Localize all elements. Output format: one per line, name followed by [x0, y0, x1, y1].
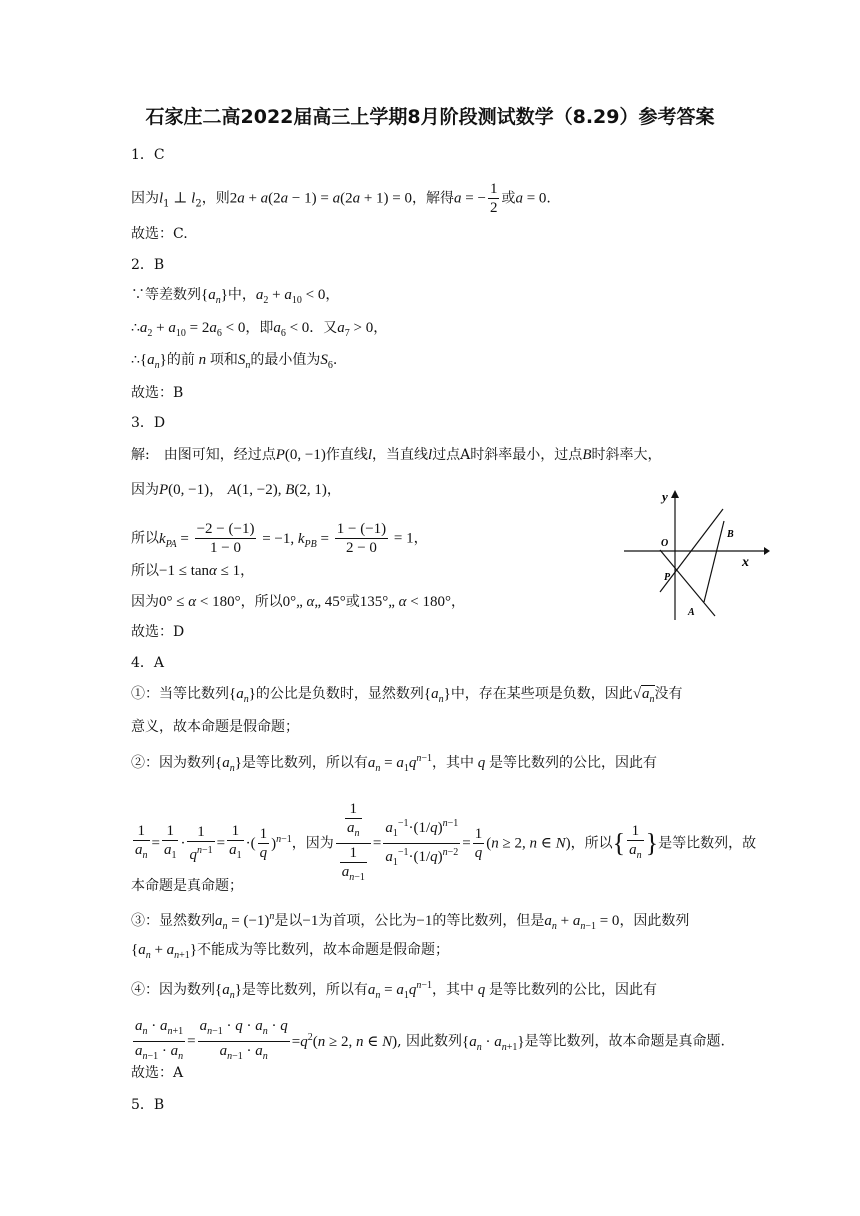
q4-case-3-line-2: $\{a_n + a_{n+1}\}$不能成为等比数列，故本命题是假命题； [131, 942, 450, 961]
q4-case-2-line-1: ②：因为数列$\{a_n\}$是等比数列，所以有$a_n = a_1q^{n-1}$，其中 q 是等比数列的公比，因此有 [131, 753, 658, 774]
q4-case-4-line-2: $\frac{a_n \cdot a_{n+1}}{a_{n-1} \cdot a_n}$ = $\frac{a_{n-1} \cdot q \cdot a_n \cdot q}{a_{n-1} \cdot a_n}$ $=q^2(n \ge 2$, n ∈ N), 因此数列$\{a_n \cdot a_{n+1}\}$是等比数列，故本命题是真命题. [135, 1018, 725, 1062]
q5-heading: 5．B [131, 1097, 165, 1113]
fig-label-o: O [661, 538, 669, 549]
q1-heading: 1．C [131, 147, 165, 163]
q4-heading: 4．A [131, 655, 165, 671]
q4-case-2-line-2: $\frac{1}{a_n}$ = $\frac{1}{a_1}$ · $\frac{1}{q^{n-1}}$ = $\frac{1}{a_1}$ ·( $\frac{1}{q}$ )$^{n-1}$，因为 $\frac{\frac{1}{a_n}}{\frac{1}{a_{n-1}}}$ = $\frac{a_1^{-1}\cdot(1/q)^{n-1}}{a_1^{-1}\cdot(1/q)^{n-2}}$ = $\frac{1}{q}$ (n ≥ 2, n ∈ N)，所以{ $\frac{1}{a_n}$ }是等比数列，故 [135, 801, 757, 883]
q4-case-1-line-1: ①：当等比数列$\{a_n\}$的公比是负数时，显然数列$\{a_n\}$中，存在某些项是负数，因此$√a_n$没有 [131, 686, 683, 705]
q4-case-2-line-3: 本命题是真命题； [131, 878, 243, 894]
q3-answer: 故选：D [131, 624, 185, 640]
q4-case-4-line-1: ④：因为数列$\{a_n\}$是等比数列，所以有$a_n = a_1q^{n-1}$，其中 q 是等比数列的公比，因此有 [131, 980, 658, 1001]
q2-line-2: $\therefore a_2 + a_{10} = 2a_6 < 0$，即$a_6 < 0$．又$a_7 > 0$， [131, 320, 388, 339]
q4-case-1-line-2: 意义，故本命题是假命题； [131, 719, 299, 735]
fig-label-b: B [727, 529, 734, 540]
fig-label-x: x [742, 555, 749, 570]
fig-label-y: y [662, 489, 668, 504]
q3-line-1: 解: 由图可知，经过点P(0, −1)作直线l，当直线l过点A时斜率最小，过点B时斜率大， [131, 447, 662, 463]
fig-label-a: A [688, 607, 695, 618]
q2-line-3: $\therefore\{a_n\}$的前 n 项和$S_n$的最小值为$S_6$. [131, 352, 338, 371]
q2-answer: 故选：B [131, 385, 184, 401]
fig-label-p: P [664, 572, 671, 583]
page-title: 石家庄二高2022届高三上学期8月阶段测试数学（8.29）参考答案 [145, 106, 715, 128]
q3-figure [620, 488, 770, 623]
q3-line-4: 所以−1 ≤ tanα ≤ 1， [131, 563, 255, 579]
q4-answer: 故选：A [131, 1065, 184, 1081]
q2-line-1: ∵等差数列$\{a_n\}$中，$a_2 + a_{10} < 0$， [131, 287, 340, 306]
q3-heading: 3．D [131, 415, 166, 431]
q1-solution: 因为$l_1$ ⊥ $l_2$，则2a + a(2a − 1) = a(2a + 1) = 0，解得a = − $\frac{1}{2}$ 或a = 0. [131, 181, 551, 216]
q4-case-3-line-1: ③：显然数列$a_n = (-1)^n$是以−1为首项，公比为−1的等比数列，但是$a_n + a_{n-1} = 0$，因此数列 [131, 911, 690, 932]
q3-line-3: 所以$k_{PA}$ = $\frac{-2 - (-1)}{1 - 0}$ = −1, $k_{PB}$ = $\frac{1 - (-1)}{2 - 0}$ = 1， [131, 521, 428, 556]
q2-heading: 2．B [131, 257, 165, 273]
q1-answer: 故选：C. [131, 226, 188, 242]
q3-line-5: 因为0° ≤ α < 180°，所以0°„ α„ 45°或135°„ α < 180°， [131, 594, 466, 610]
q3-line-2: 因为P(0, −1)， A(1, −2), B(2, 1)， [131, 482, 341, 498]
